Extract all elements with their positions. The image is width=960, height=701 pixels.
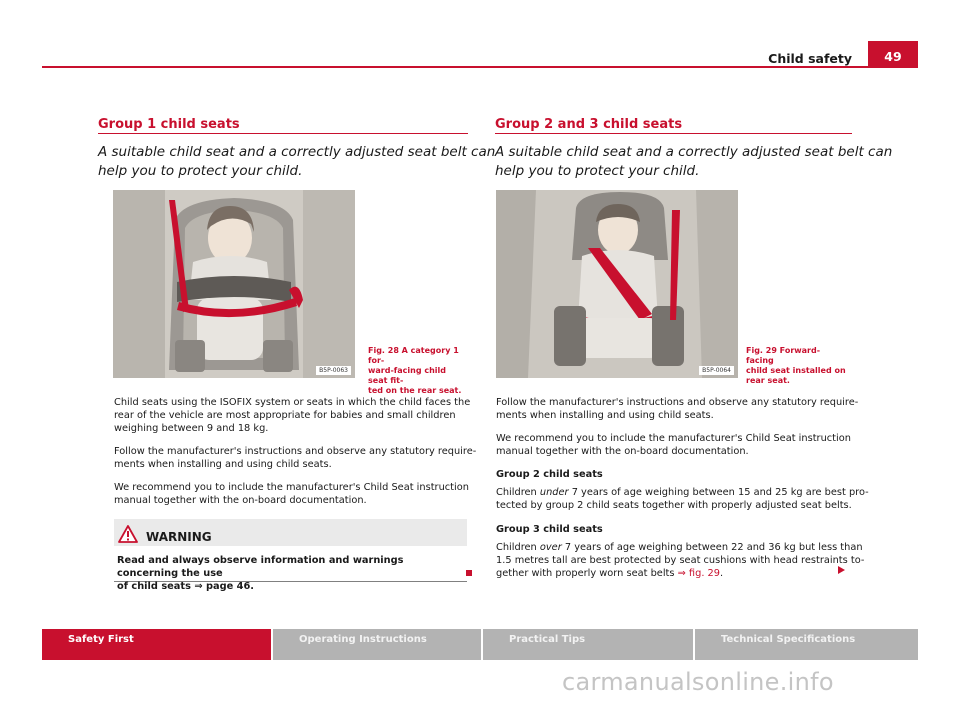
- figure-28-caption: [368, 346, 468, 396]
- nav-tab-practical-tips[interactable]: Practical Tips: [483, 629, 693, 660]
- caption-line: ward-facing child seat fit-: [368, 366, 446, 385]
- photo-code: B5P-0063: [316, 366, 351, 375]
- text-line: 1.5 metres tall are best protected by seat cushions with head restraints to-: [496, 555, 865, 567]
- subheading-group-3: Group 3 child seats: [496, 524, 603, 535]
- emphasis: under: [539, 487, 569, 498]
- text-run: Children: [496, 487, 540, 498]
- section-end-marker: [466, 570, 472, 576]
- text-line: tected by group 2 child seats together with properly adjusted seat belts.: [496, 500, 852, 512]
- text-line: Read and always observe information and warnings concerning the use: [117, 555, 404, 580]
- paragraph: [114, 445, 476, 471]
- section-rule-left: [98, 133, 468, 134]
- text-line: of child seats ⇒ page 46.: [117, 581, 255, 593]
- intro-line: help you to protect your child.: [495, 163, 700, 179]
- caption-line: child seat installed on: [746, 366, 846, 375]
- running-header-title: Child safety: [768, 51, 852, 66]
- text-line: ments when installing and using child seats.: [496, 410, 714, 422]
- warning-text: [117, 554, 462, 594]
- intro-right: [495, 143, 892, 181]
- text-run: Children: [496, 542, 540, 553]
- watermark: carmanualsonline.info: [562, 668, 834, 696]
- text-line: Child seats using the ISOFIX system or seats in which the child faces the: [114, 397, 471, 408]
- nav-tab-safety-first[interactable]: Safety First: [42, 629, 271, 660]
- paragraph: [114, 481, 469, 507]
- text-run: 7 years of age weighing between 15 and 25 kg are best pro-: [568, 487, 869, 498]
- text-line: [496, 486, 869, 499]
- nav-tab-operating-instructions[interactable]: Operating Instructions: [273, 629, 481, 660]
- caption-line: rear seat.: [746, 376, 790, 385]
- intro-line: A suitable child seat and a correctly adjusted seat belt can: [98, 144, 496, 160]
- section-title-group-2-3: Group 2 and 3 child seats: [495, 117, 683, 132]
- paragraph: [496, 486, 869, 512]
- text-line: manual together with the on-board documentation.: [496, 446, 749, 458]
- caption-line: Fig. 29 Forward-facing: [746, 346, 821, 365]
- caption-line: ted on the rear seat.: [368, 386, 462, 395]
- paragraph: [114, 396, 470, 436]
- text-line: manual together with the on-board documentation.: [114, 495, 367, 507]
- warning-label: WARNING: [146, 530, 212, 544]
- child-seat-group1-illustration: [113, 190, 355, 378]
- text-run: 7 years of age weighing between 22 and 36 kg but less than: [561, 542, 863, 553]
- text-run: .: [720, 568, 724, 580]
- intro-line: help you to protect your child.: [98, 163, 303, 179]
- figure-28-photo: [113, 190, 355, 378]
- text-line: We recommend you to include the manufacturer's Child Seat instruction: [114, 482, 469, 493]
- figure-29-caption: [746, 346, 846, 386]
- paragraph: [496, 432, 851, 458]
- subheading-group-2: Group 2 child seats: [496, 469, 603, 480]
- nav-tab-technical-specifications[interactable]: Technical Specifications: [695, 629, 918, 660]
- photo-code: B5P-0064: [699, 366, 734, 375]
- warning-triangle-icon: [118, 525, 138, 543]
- text-line: ments when installing and using child seats.: [114, 459, 332, 471]
- paragraph: [496, 541, 864, 581]
- figure-29-photo: [496, 190, 738, 378]
- text-line: [496, 567, 864, 580]
- emphasis: over: [539, 542, 562, 553]
- intro-left: [98, 143, 495, 181]
- section-title-group-1: Group 1 child seats: [98, 117, 240, 132]
- text-line: rear of the vehicle are most appropriate for babies and small children: [114, 410, 456, 422]
- continue-arrow-icon: [836, 565, 846, 575]
- caption-line: Fig. 28 A category 1 for-: [368, 346, 459, 365]
- text-line: Follow the manufacturer's instructions and observe any statutory require-: [114, 446, 477, 457]
- section-rule-right: [495, 133, 852, 134]
- child-seat-group2-3-illustration: [496, 190, 738, 378]
- text-line: weighing between 9 and 18 kg.: [114, 423, 269, 435]
- paragraph: [496, 396, 858, 422]
- text-run: gether with properly worn seat belts: [496, 568, 678, 580]
- figure-link[interactable]: ⇒ fig. 29: [677, 568, 721, 580]
- intro-line: A suitable child seat and a correctly adjusted seat belt can: [495, 144, 893, 160]
- text-line: Follow the manufacturer's instructions and observe any statutory require-: [496, 397, 859, 408]
- text-line: We recommend you to include the manufacturer's Child Seat instruction: [496, 433, 851, 444]
- page-number: 49: [868, 41, 918, 68]
- text-line: [496, 541, 864, 554]
- header-rule: [42, 66, 918, 68]
